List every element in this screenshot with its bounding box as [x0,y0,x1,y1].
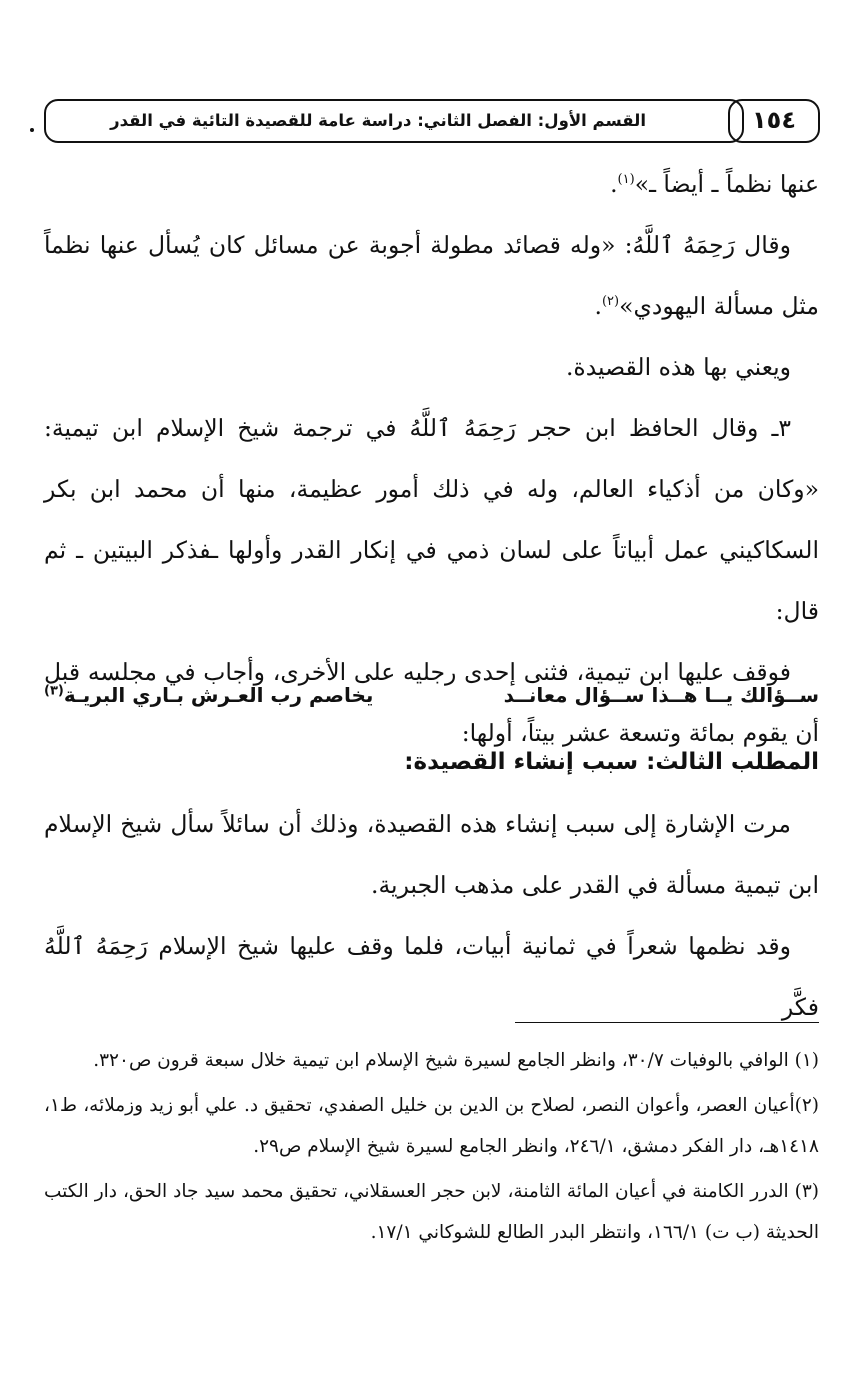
footnote-ref-2: (٢) [601,294,620,310]
paragraph-2-end: . [594,292,602,320]
main-text [44,154,819,764]
paragraph-1 [44,154,819,215]
footnote-divider [515,1022,819,1023]
footnote-ref-3: (٣) [44,683,64,699]
paragraph-2 [44,215,819,337]
header-dot-mark [30,128,34,132]
paragraph-2-text: وقال رَحِمَهُ ٱللَّهُ: «وله قصائد مطولة أجوبة عن مسائل كان يُسأل عنها نظماً مثل مسألة اليهودي» [44,231,819,320]
footnote-ref-1: (١) [617,172,635,188]
page-number: ١٥٤ [728,99,820,143]
poem-verse [44,683,819,719]
running-header [44,99,820,147]
running-title: القسم الأول: الفصل الثاني: دراسة عامة للقصيدة التائية في القدر [110,111,646,130]
paragraph-3: ويعني بها هذه القصيدة. [565,353,791,381]
verse-second-text: يخاصم رب العـرش بـاري البريـة [63,683,374,707]
paragraph-1-text: عنها نظماً ـ أيضاً ـ» [634,170,819,198]
footnote-3: (٣) الدرر الكامنة في أعيان المائة الثامنة، لابن حجر العسقلاني، تحقيق محمد سيد جاد الحق، دار الكتب الحديثة (ب ت) ١٦٦/١، وانتظر البدر الطالع للشوكاني ١٧/١. [44,1181,819,1243]
paragraph-7: وقد نظمها شعراً في ثمانية أبيات، فلما وقف عليها شيخ الإسلام رَحِمَهُ ٱللَّهُ فكَّر [44,932,819,1021]
paragraph-1-end: . [610,170,618,198]
footnote-2: (٢)أعيان العصر، وأعوان النصر، لصلاح بن الدين بن خليل الصفدي، تحقيق د. علي أبو زيد وزملائه، ط١، ١٤١٨هـ، دار الفكر دمشق، ٢٤٦/١، وانظر الجامع لسيرة شيخ الإسلام ص٢٩. [44,1095,819,1157]
footnotes [44,1040,819,1257]
paragraph-5: فوقف عليها ابن تيمية، فثنى إحدى رجليه على الأخرى، وأجاب في مجلسه قبل أن يقوم بمائة وتسعة عشر بيتاً، أولها: [44,658,819,747]
section-heading: المطلب الثالث: سبب إنشاء القصيدة: [404,749,819,775]
verse-second-hemistich [44,683,373,707]
paragraph-4: ٣ـ وقال الحافظ ابن حجر رَحِمَهُ ٱللَّهُ في ترجمة شيخ الإسلام ابن تيمية: «وكان من أذكياء العالم، وله في ذلك أمور عظيمة، منها أن محمد ابن بكر السكاكيني عمل أبياتاً على لسان ذمي في إنكار القدر وأولها ـفذكر البيتين ـ ثم قال: [44,414,819,625]
paragraph-6: مرت الإشارة إلى سبب إنشاء هذه القصيدة، وذلك أن سائلاً سأل شيخ الإسلام ابن تيمية مسألة في القدر على مذهب الجبرية. [44,810,819,899]
verse-first-hemistich: ســؤالك يــا هــذا ســؤال معانــد [503,683,819,707]
header-title-frame [44,99,744,143]
footnote-1: (١) الوافي بالوفيات ٣٠/٧، وانظر الجامع لسيرة شيخ الإسلام ابن تيمية خلال سبعة قرون ص٣٢٠. [93,1050,819,1071]
main-text-continued [44,794,819,1038]
